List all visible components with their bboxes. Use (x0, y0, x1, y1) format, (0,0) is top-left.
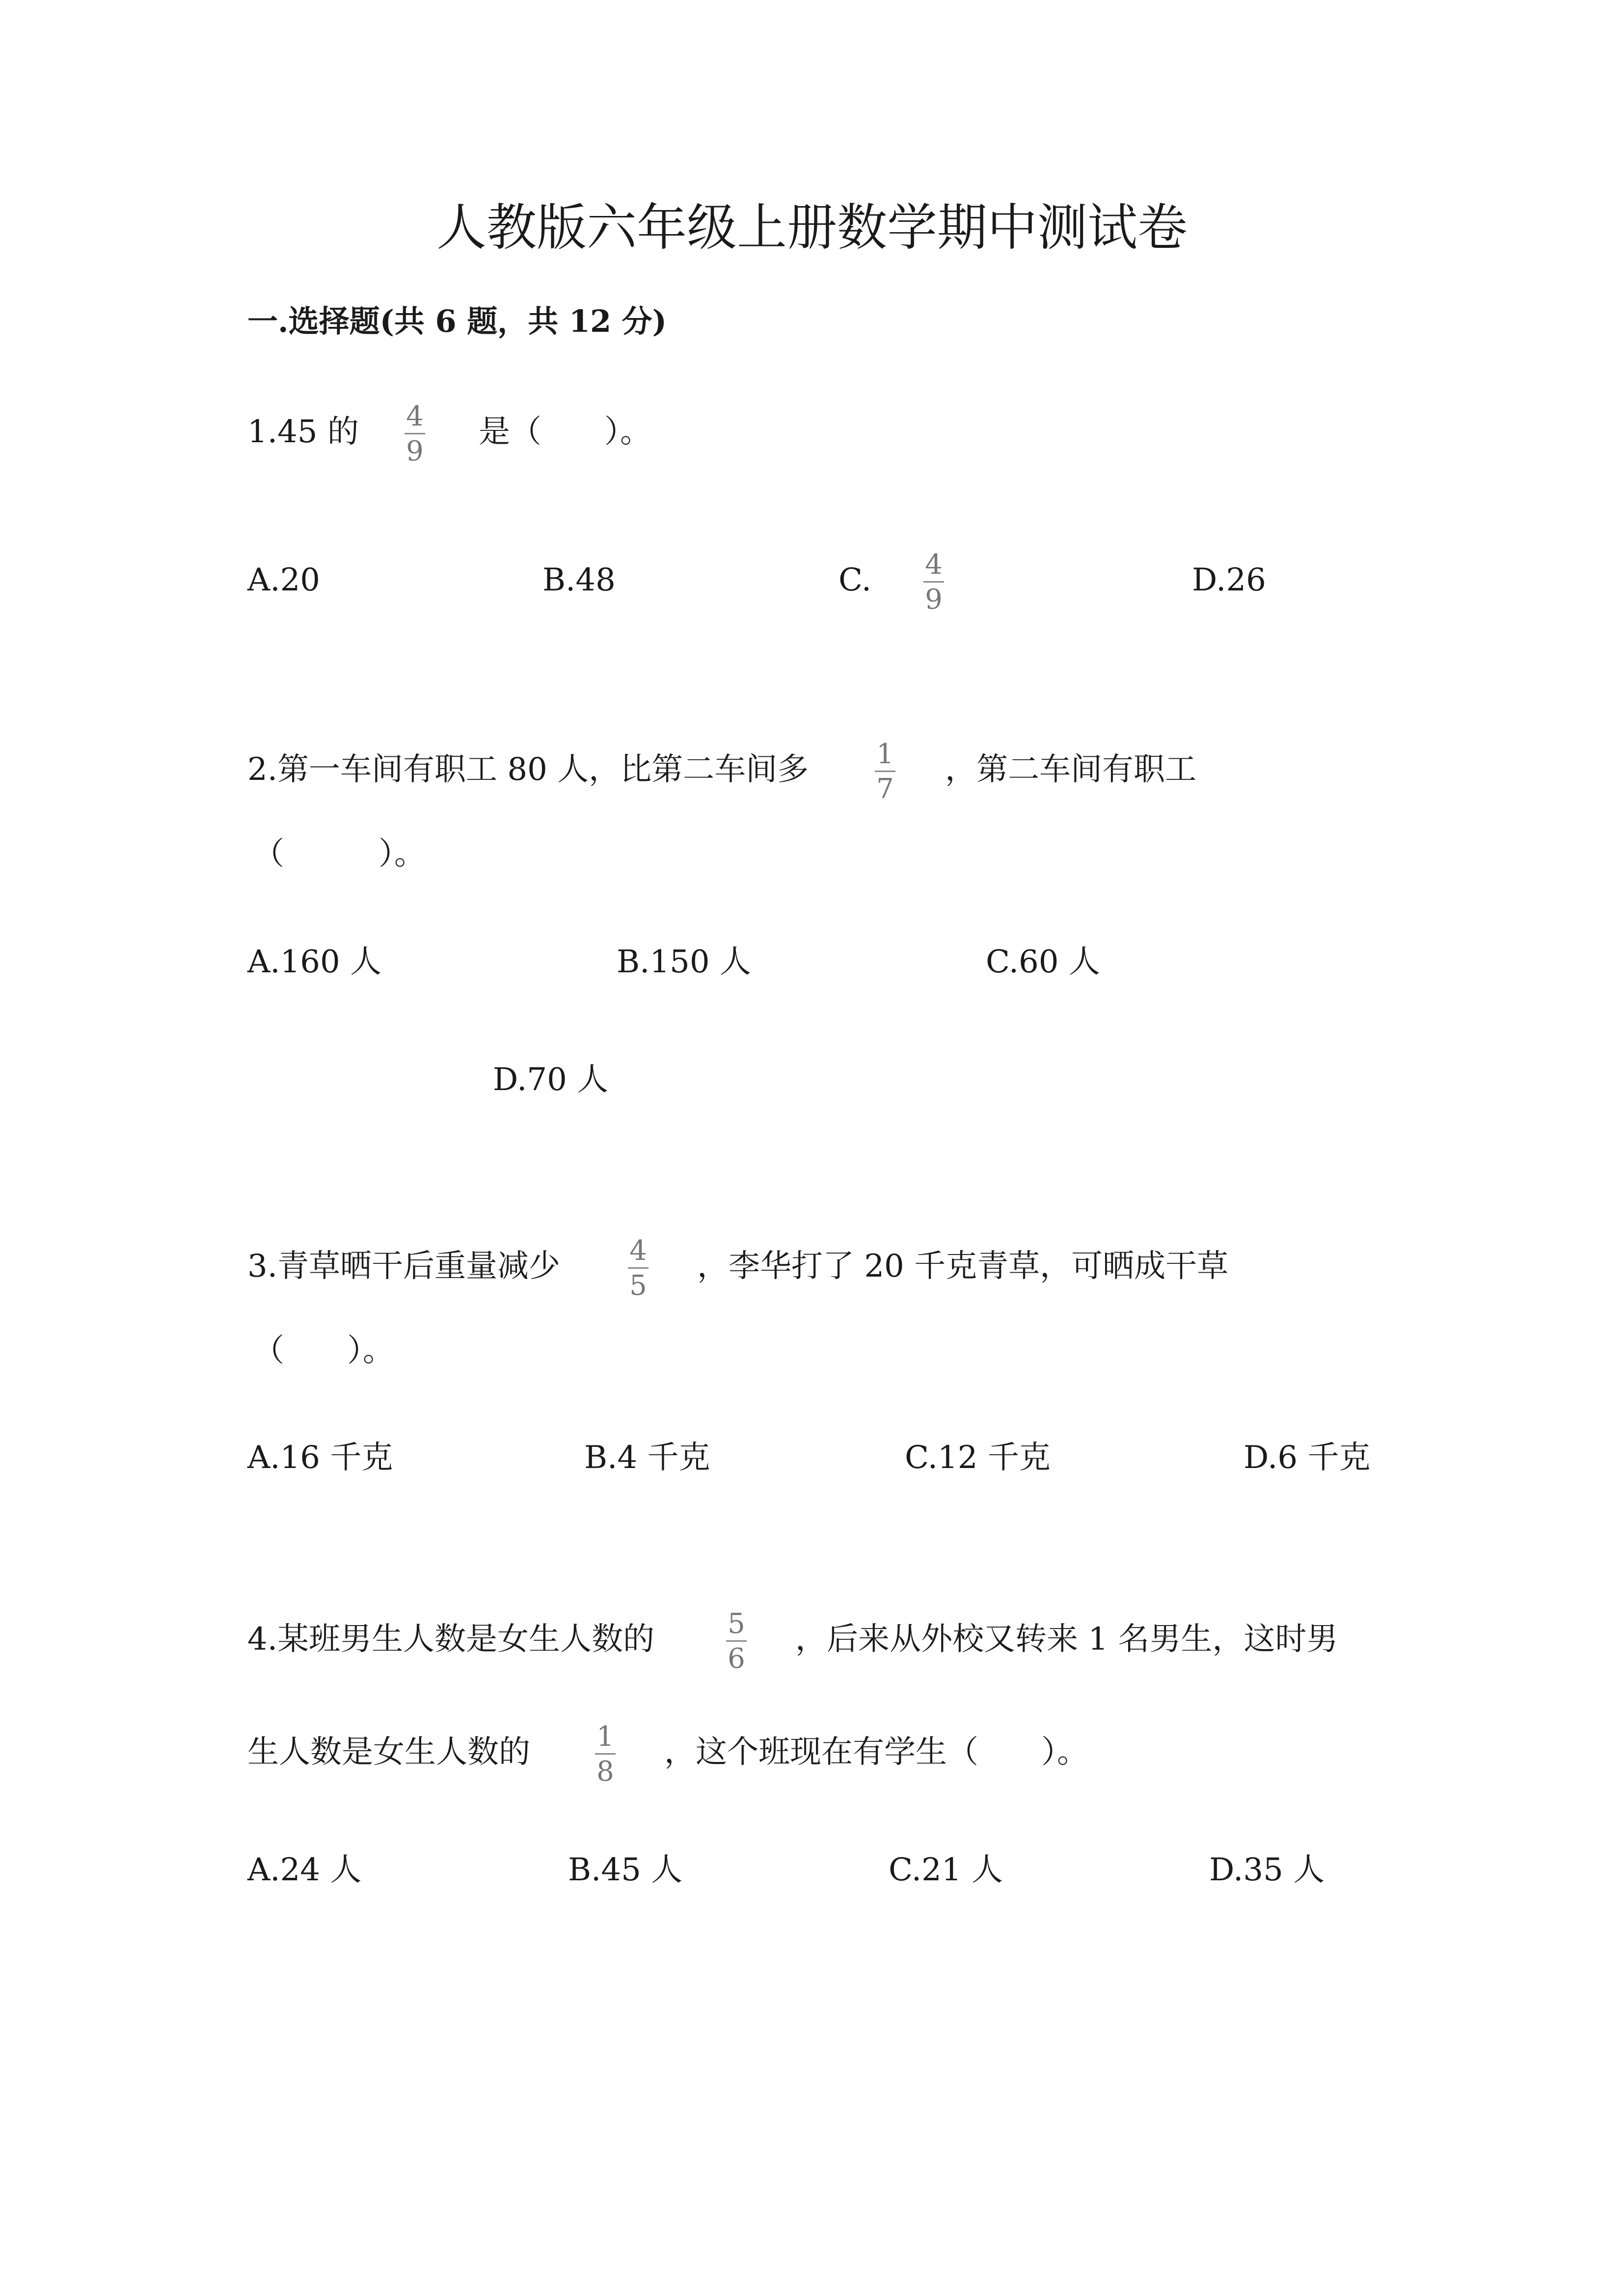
q3-text-post: ，李华打了 20 千克青草，可晒成干草 (697, 1248, 1229, 1284)
q2-fraction (870, 739, 900, 804)
q1-option-c[interactable]: C. (839, 562, 872, 598)
q4-fraction (722, 1609, 751, 1674)
q3-option-c[interactable]: C.12 千克 (905, 1440, 1051, 1476)
q4-fraction-2 (591, 1722, 620, 1787)
q2-frac-den: 7 (876, 773, 894, 805)
q1-frac-den: 9 (406, 435, 424, 467)
q1-c-frac-num: 4 (925, 549, 943, 581)
q1-option-c-fraction (919, 550, 948, 615)
q2-option-d[interactable]: D.70 人 (493, 1062, 609, 1098)
q4-text-pre: 4.某班男生人数是女生人数的 (247, 1621, 655, 1657)
q1-text-pre: 1.45 的 (247, 414, 359, 450)
q4-text-line2-post: ，这个班现在有学生（ ）。 (664, 1734, 1088, 1770)
q3-option-d[interactable]: D.6 千克 (1244, 1440, 1371, 1476)
q2-text-pre: 2.第一车间有职工 80 人，比第二车间多 (247, 751, 809, 788)
q1-option-a[interactable]: A.20 (247, 562, 320, 598)
q1-frac-num: 4 (406, 400, 424, 432)
q2-frac-num: 1 (876, 738, 894, 770)
q1-c-frac-den: 9 (925, 584, 943, 615)
section-heading: 一.选择题(共 6 题，共 12 分) (247, 303, 667, 339)
q1-fraction (400, 401, 430, 467)
q2-text-line2: （ ）。 (253, 836, 426, 872)
q3-option-b[interactable]: B.4 千克 (584, 1440, 710, 1476)
q3-option-a[interactable]: A.16 千克 (247, 1440, 393, 1476)
q1-text-post: 是（ ）。 (479, 414, 651, 450)
q3-text-pre: 3.青草晒干后重量减少 (247, 1248, 561, 1284)
q4-frac-num: 5 (728, 1608, 745, 1640)
q3-text-line2: （ ）。 (253, 1333, 394, 1369)
q3-frac-den: 5 (629, 1270, 647, 1302)
q2-option-a[interactable]: A.160 人 (247, 944, 382, 980)
q4-text-line2-pre: 生人数是女生人数的 (247, 1734, 530, 1770)
q4-option-c[interactable]: C.21 人 (889, 1852, 1003, 1888)
q2-option-c[interactable]: C.60 人 (986, 944, 1100, 980)
q4-option-b[interactable]: B.45 人 (568, 1852, 683, 1888)
q3-frac-num: 4 (629, 1235, 647, 1267)
q4-frac2-num: 1 (596, 1721, 614, 1753)
q4-option-d[interactable]: D.35 人 (1209, 1852, 1325, 1888)
page-title: 人教版六年级上册数学期中测试卷 (436, 199, 1188, 257)
q2-text-post: ，第二车间有职工 (945, 751, 1196, 788)
q4-frac2-den: 8 (596, 1756, 614, 1788)
q4-option-a[interactable]: A.24 人 (247, 1852, 362, 1888)
q4-frac-den: 6 (728, 1643, 745, 1675)
q1-option-b[interactable]: B.48 (542, 562, 616, 598)
q4-text-post: ，后来从外校又转来 1 名男生，这时男 (795, 1621, 1338, 1657)
q1-option-d[interactable]: D.26 (1192, 562, 1266, 598)
q3-fraction (623, 1236, 653, 1301)
q2-option-b[interactable]: B.150 人 (617, 944, 751, 980)
